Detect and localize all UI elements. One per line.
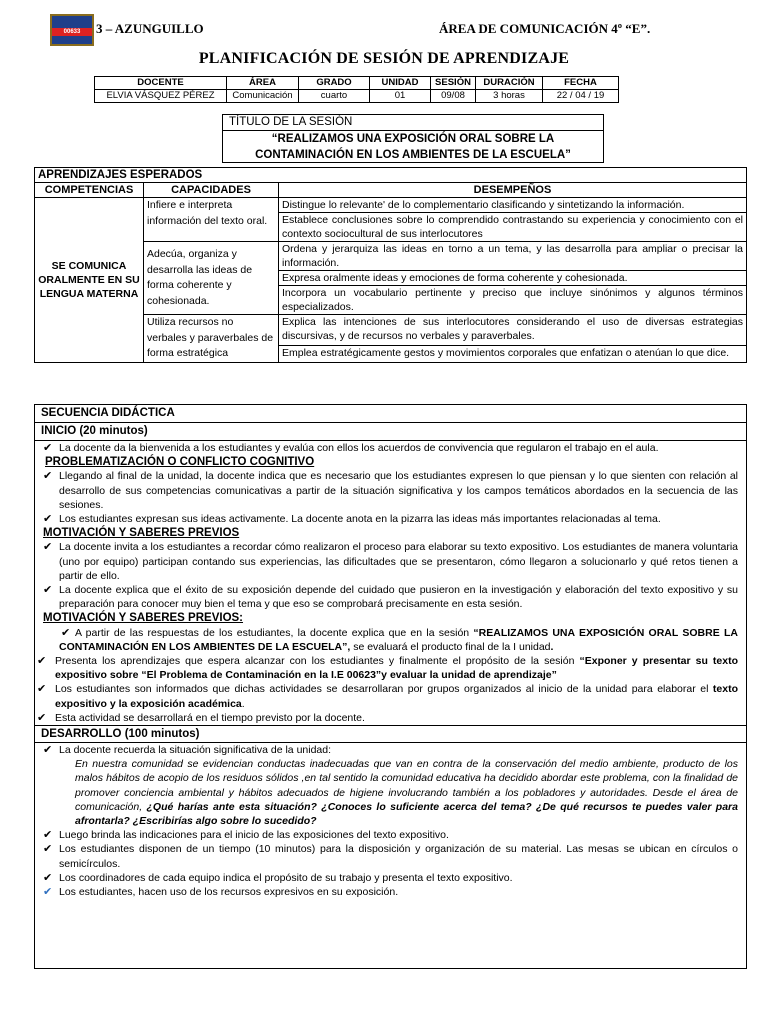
item-text: Luego brinda las indicaciones para el inicio de las exposiciones del texto expositivo.: [59, 829, 449, 842]
checkmark-icon: ✔: [43, 744, 53, 757]
info-value: Comunicación: [227, 90, 299, 103]
col-desempenos: DESEMPEÑOS: [279, 183, 747, 198]
item-text: Los estudiantes expresan sus ideas activamente. La docente anota en la pizarra las ideas más importantes relacionadas al tema.: [59, 513, 661, 526]
checkmark-icon: ✔: [43, 442, 53, 454]
info-header: GRADO: [299, 77, 370, 90]
capacidad-cell: Utiliza recursos no verbales y paraverbales de forma estratégica: [144, 315, 279, 363]
situation-quote: [35, 757, 746, 828]
learning-header-row: [35, 183, 747, 198]
desempeno-cell: Incorpora un vocabulario pertinente y preciso que incluye sinónimos y algunos términos especializados.: [279, 286, 747, 315]
list-item: [35, 842, 746, 870]
list-item: [35, 828, 746, 842]
page-header: [50, 14, 750, 48]
item-text: La docente invita a los estudiantes a recordar cómo realizaron el proceso para elaborar su texto expositivo. Los estudiantes de manera voluntaria (uno por equipo) participan contando sus experiencias, las dificultades que se presentaron, cómo llegaron a solucionarlo y qué retos tienen a partir de ello.: [59, 541, 738, 582]
list-item: [35, 711, 746, 726]
checkmark-icon: ✔: [43, 513, 53, 526]
checkmark-icon: ✔: [43, 470, 53, 483]
item-text: Los estudiantes son informados que dichas actividades se desarrollaran por grupos organizados al inicio de la unidad para elaborar el: [55, 683, 713, 696]
item-text: Los estudiantes disponen de un tiempo (10 minutos) para la disposición y organización de su material. Las mesas se ubican en círculos o semicírculos.: [59, 843, 738, 870]
checkmark-icon: ✔: [61, 626, 71, 639]
list-item: [35, 743, 746, 757]
info-value: cuarto: [299, 90, 370, 103]
desempeno-cell: Explica las intenciones de sus interlocutores considerando el uso de diversas estrategias discursivas, y de recursos no verbales y paraverbales.: [279, 315, 747, 346]
item-text: Presenta los aprendizajes que espera alcanzar con los estudiantes y finalmente el propósito de la sesión: [55, 655, 580, 668]
info-value: 3 horas: [476, 90, 543, 103]
info-header: ÁREA: [227, 77, 299, 90]
area-grade-label: ÁREA DE COMUNICACIÓN 4º “E”.: [439, 21, 651, 36]
checkmark-icon: ✔: [37, 683, 47, 696]
info-header: SESIÓN: [431, 77, 476, 90]
capacidad-cell: Infiere e interpreta información del texto oral.: [144, 198, 279, 242]
logo-text: 00633: [63, 29, 81, 35]
info-value: 09/08: [431, 90, 476, 103]
session-title-line1: “REALIZAMOS UNA EXPOSICIÓN ORAL SOBRE LA: [271, 133, 555, 145]
checkmark-icon: ✔: [37, 655, 47, 668]
info-value: ELVIA VÁSQUEZ PÉREZ: [95, 90, 227, 103]
desempeno-cell: Expresa oralmente ideas y emociones de forma coherente y cohesionada.: [279, 271, 747, 286]
list-item: [35, 512, 746, 526]
info-header: FECHA: [543, 77, 619, 90]
col-capacidades: CAPACIDADES: [144, 183, 279, 198]
desempeno-cell: Distingue lo relevante' de lo complementario clasificando y sintetizando la información.: [279, 198, 747, 213]
item-text: Esta actividad se desarrollará en el tiempo previsto por la docente.: [55, 711, 365, 724]
item-text: A partir de las respuestas de los estudiantes, la docente explica que en la sesión: [75, 626, 474, 639]
item-text: La docente da la bienvenida a los estudiantes y evalúa con ellos los acuerdos de convivencia que regularon el trabajo en el aula.: [59, 442, 659, 454]
motivacion-heading: MOTIVACIÓN Y SABERES PREVIOS:: [43, 612, 244, 625]
list-item: [35, 654, 746, 682]
list-item: [35, 441, 746, 455]
learning-section-label: APRENDIZAJES ESPERADOS: [35, 168, 747, 183]
col-competencias: COMPETENCIAS: [35, 183, 144, 198]
list-item: [35, 682, 746, 710]
item-text: Los estudiantes, hacen uso de los recursos expresivos en su exposición.: [59, 886, 399, 899]
info-header: DOCENTE: [95, 77, 227, 90]
didactic-sequence: [34, 404, 747, 969]
info-header: DURACIÓN: [476, 77, 543, 90]
page-title: PLANIFICACIÓN DE SESIÓN DE APRENDIZAJE: [198, 50, 570, 67]
checkmark-icon: ✔: [43, 871, 53, 884]
info-header-row: [95, 77, 619, 90]
item-text-bold: “REALIZAMOS UNA EXPOSICIÓN ORAL SOBRE LA CONTAMINACIÓN EN LOS AMBIENTES DE LA ESCUELA”,: [59, 626, 738, 653]
list-item: [35, 871, 746, 885]
problematizacion-heading: PROBLEMATIZACIÓN O CONFLICTO COGNITIVO: [45, 456, 315, 469]
school-logo: [50, 14, 94, 46]
competencia-cell: SE COMUNICA ORALMENTE EN SU LENGUA MATERNA: [35, 198, 144, 363]
list-item: [35, 626, 746, 654]
inicio-label: INICIO (20 minutos): [35, 423, 746, 441]
info-value: 01: [370, 90, 431, 103]
learning-table: [34, 167, 747, 363]
sequence-label: SECUENCIA DIDÁCTICA: [35, 405, 746, 423]
item-text: se evaluará el producto final de la I unidad: [350, 640, 551, 653]
item-text: Los coordinadores de cada equipo indica el propósito de su trabajo y presenta el texto expositivo.: [59, 871, 513, 884]
list-item: [35, 469, 746, 512]
session-title-label: TÍTULO DE LA SESIÓN: [223, 115, 603, 131]
info-value: 22 / 04 / 19: [543, 90, 619, 103]
item-text: .: [241, 697, 245, 710]
desarrollo-label: DESARROLLO (100 minutos): [35, 726, 746, 743]
checkmark-icon: ✔: [43, 886, 53, 899]
capacidad-cell: Adecúa, organiza y desarrolla las ideas de forma coherente y cohesionada.: [144, 242, 279, 315]
checkmark-icon: ✔: [43, 541, 53, 554]
session-title-box: [222, 114, 604, 163]
info-table: [94, 76, 619, 103]
item-text-bold: “Exponer y presentar su texto expositivo sobre “El Problema de Contaminación en la I.E 00623”y evaluar la unidad de aprendizaje”: [55, 655, 738, 682]
desempeno-cell: Ordena y jerarquiza las ideas en torno a un tema, y las desarrolla para ampliar o precisar la información.: [279, 242, 747, 271]
item-text: La docente explica que el éxito de su exposición depende del cuidado que pusieron en la investigación y elaboración del texto expositivo y su preparación para conocer muy bien el tema y que eso se comprobará precisamente en esta sesión.: [59, 584, 738, 611]
desempeno-cell: Establece conclusiones sobre lo comprendido contrastando su experiencia y conocimiento con el contexto sociocultural de sus interlocutores: [279, 213, 747, 242]
quote-text: En nuestra comunidad se evidencian conductas inadecuadas que van en contra de la conservación del medio ambiente, producto de los malos hábitos de acopio de los residuos sólidos ,en tal sentido la comunidad educativa ha decidido abordar este problema, con la finalidad de promover conciencia ambiental y hábitos adecuados de higiene involucrando también a los pobladores y autoridades. Desde el área de comunicación,: [75, 758, 738, 813]
checkmark-icon: ✔: [43, 829, 53, 842]
item-text: Llegando al final de la unidad, la docente indica que es necesario que los estudiantes expresen lo que piensan y lo que sienten con relación al desarrollo de sus competencias comunicativas a partir de la situación significativa y los campos temáticos abordados en la secuencia de las sesiones.: [59, 470, 738, 511]
list-item: [35, 885, 746, 899]
checkmark-icon: ✔: [37, 711, 47, 724]
list-item: [35, 540, 746, 583]
item-text-bold: .: [550, 640, 554, 653]
desempeno-cell: Emplea estratégicamente gestos y movimientos corporales que enfatizan o atenúan lo que dice.: [279, 346, 747, 362]
school-name: 3 – AZUNGUILLO: [96, 21, 204, 36]
motivacion-heading: MOTIVACIÓN Y SABERES PREVIOS: [43, 527, 240, 540]
checkmark-icon: ✔: [43, 843, 53, 856]
session-title-line2: CONTAMINACIÓN EN LOS AMBIENTES DE LA ESCUELA”: [255, 149, 571, 161]
info-value-row: [95, 90, 619, 103]
list-item: [35, 583, 746, 611]
info-header: UNIDAD: [370, 77, 431, 90]
quote-questions: ¿Qué harías ante esta situación? ¿Conoces lo suficiente acerca del tema? ¿De qué recursos te puedes valer para afrontarla? ¿Escribirías algo sobre lo sucedido?: [75, 800, 738, 828]
item-text-bold: texto expositivo y la exposición académica: [55, 683, 738, 710]
checkmark-icon: ✔: [43, 584, 53, 597]
item-text: La docente recuerda la situación significativa de la unidad:: [59, 744, 332, 757]
